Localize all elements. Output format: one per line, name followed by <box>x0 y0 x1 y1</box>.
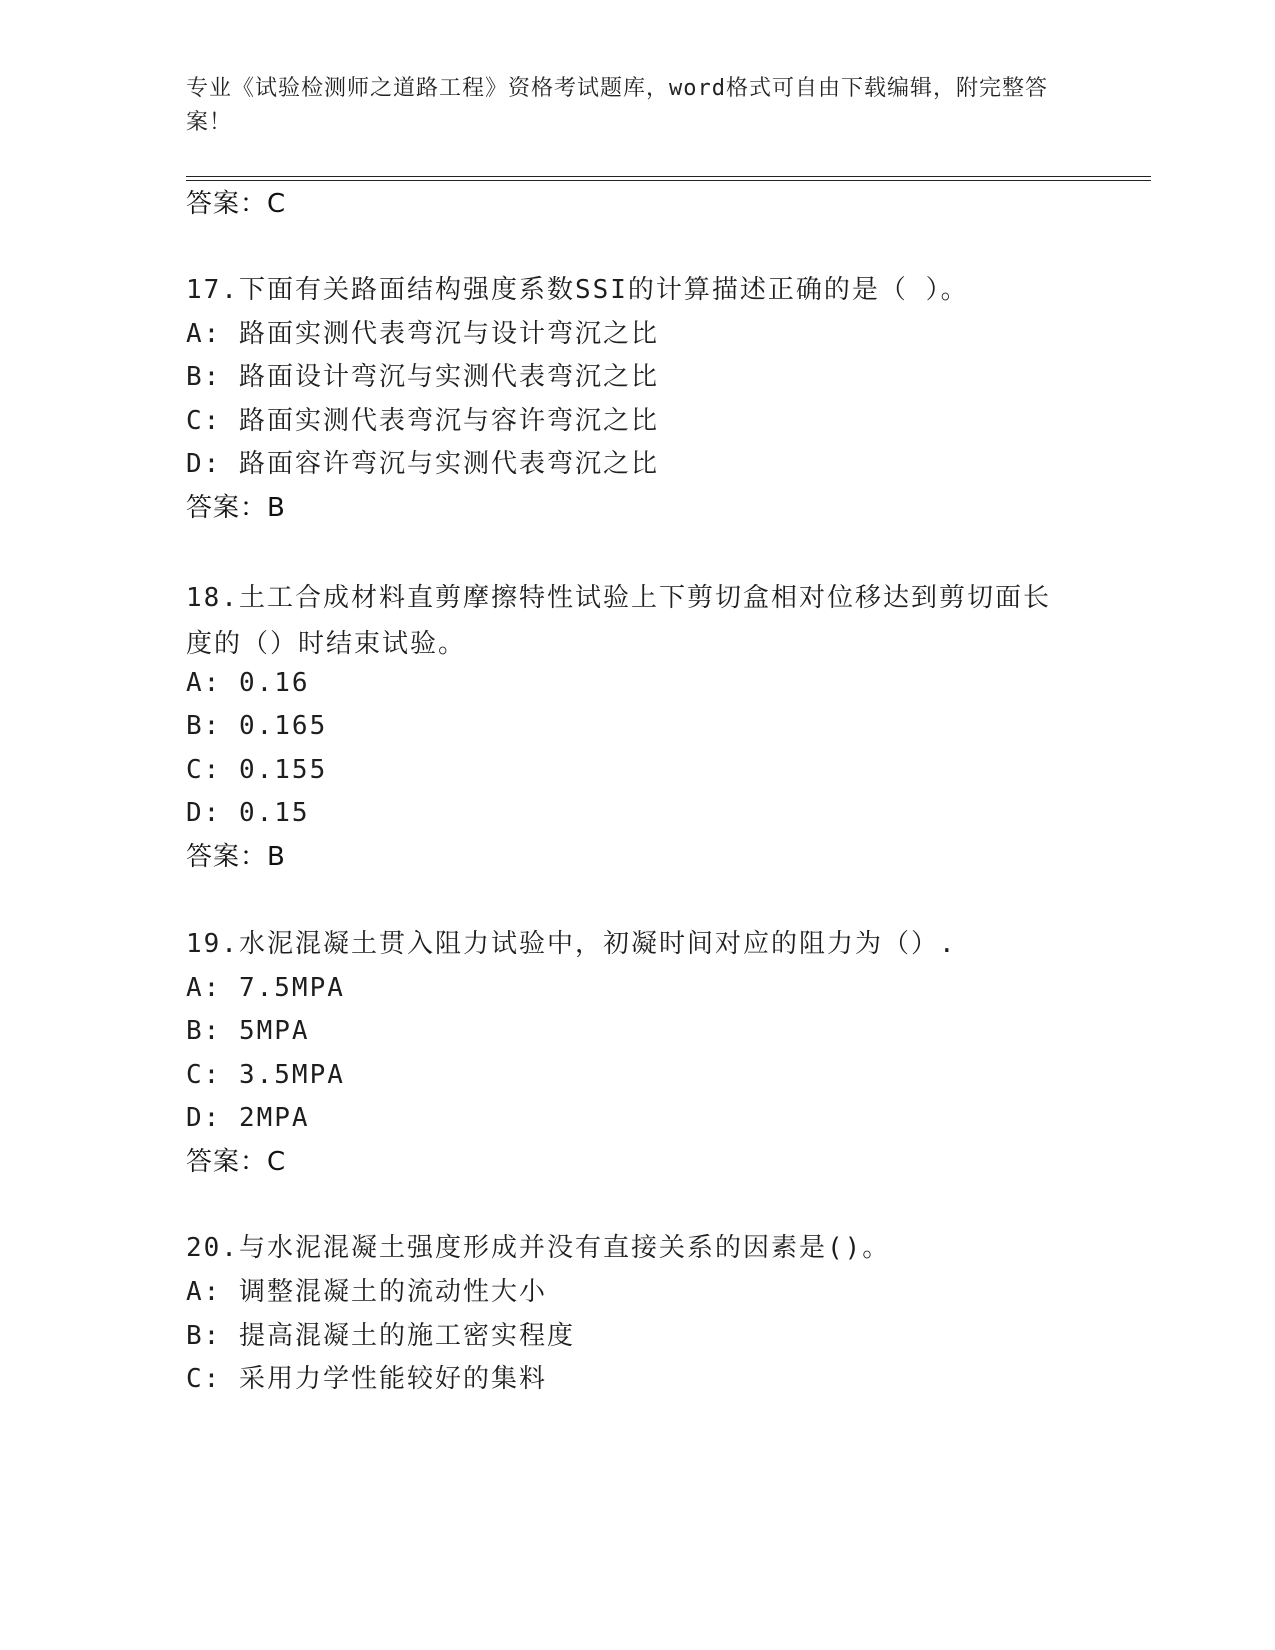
q17-option-a: A: 路面实测代表弯沉与设计弯沉之比 <box>186 319 659 349</box>
q18-option-c: C: 0.155 <box>186 755 328 785</box>
question-18: 18.土工合成材料直剪摩擦特性试验上下剪切盒相对位移达到剪切面长度的（）时结束试验。 <box>186 583 1051 659</box>
answer-16: 答案：C <box>186 189 287 219</box>
document-header: 专业《试验检测师之道路工程》资格考试题库，word格式可自由下载编辑，附完整答案！ <box>186 76 1048 135</box>
question-20: 20.与水泥混凝土强度形成并没有直接关系的因素是()。 <box>186 1233 891 1263</box>
q19-option-b: B: 5MPA <box>186 1016 310 1046</box>
q17-option-c: C: 路面实测代表弯沉与容许弯沉之比 <box>186 406 659 436</box>
q19-option-c: C: 3.5MPA <box>186 1060 345 1090</box>
q17-answer: 答案：B <box>186 493 286 523</box>
question-17: 17.下面有关路面结构强度系数SSI的计算描述正确的是（ ）。 <box>186 275 969 305</box>
q17-option-d: D: 路面容许弯沉与实测代表弯沉之比 <box>186 449 659 479</box>
q19-option-d: D: 2MPA <box>186 1103 310 1133</box>
q18-answer: 答案：B <box>186 842 286 872</box>
q20-option-a: A: 调整混凝土的流动性大小 <box>186 1277 547 1307</box>
question-19: 19.水泥混凝土贯入阻力试验中，初凝时间对应的阻力为（）. <box>186 929 957 959</box>
q20-option-b: B: 提高混凝土的施工密实程度 <box>186 1321 575 1351</box>
header-divider <box>186 176 1151 181</box>
q19-answer: 答案：C <box>186 1147 287 1177</box>
q19-option-a: A: 7.5MPA <box>186 973 345 1003</box>
q20-option-c: C: 采用力学性能较好的集料 <box>186 1364 547 1394</box>
q18-option-d: D: 0.15 <box>186 798 310 828</box>
q17-option-b: B: 路面设计弯沉与实测代表弯沉之比 <box>186 362 659 392</box>
q18-option-a: A: 0.16 <box>186 668 310 698</box>
q18-option-b: B: 0.165 <box>186 711 328 741</box>
